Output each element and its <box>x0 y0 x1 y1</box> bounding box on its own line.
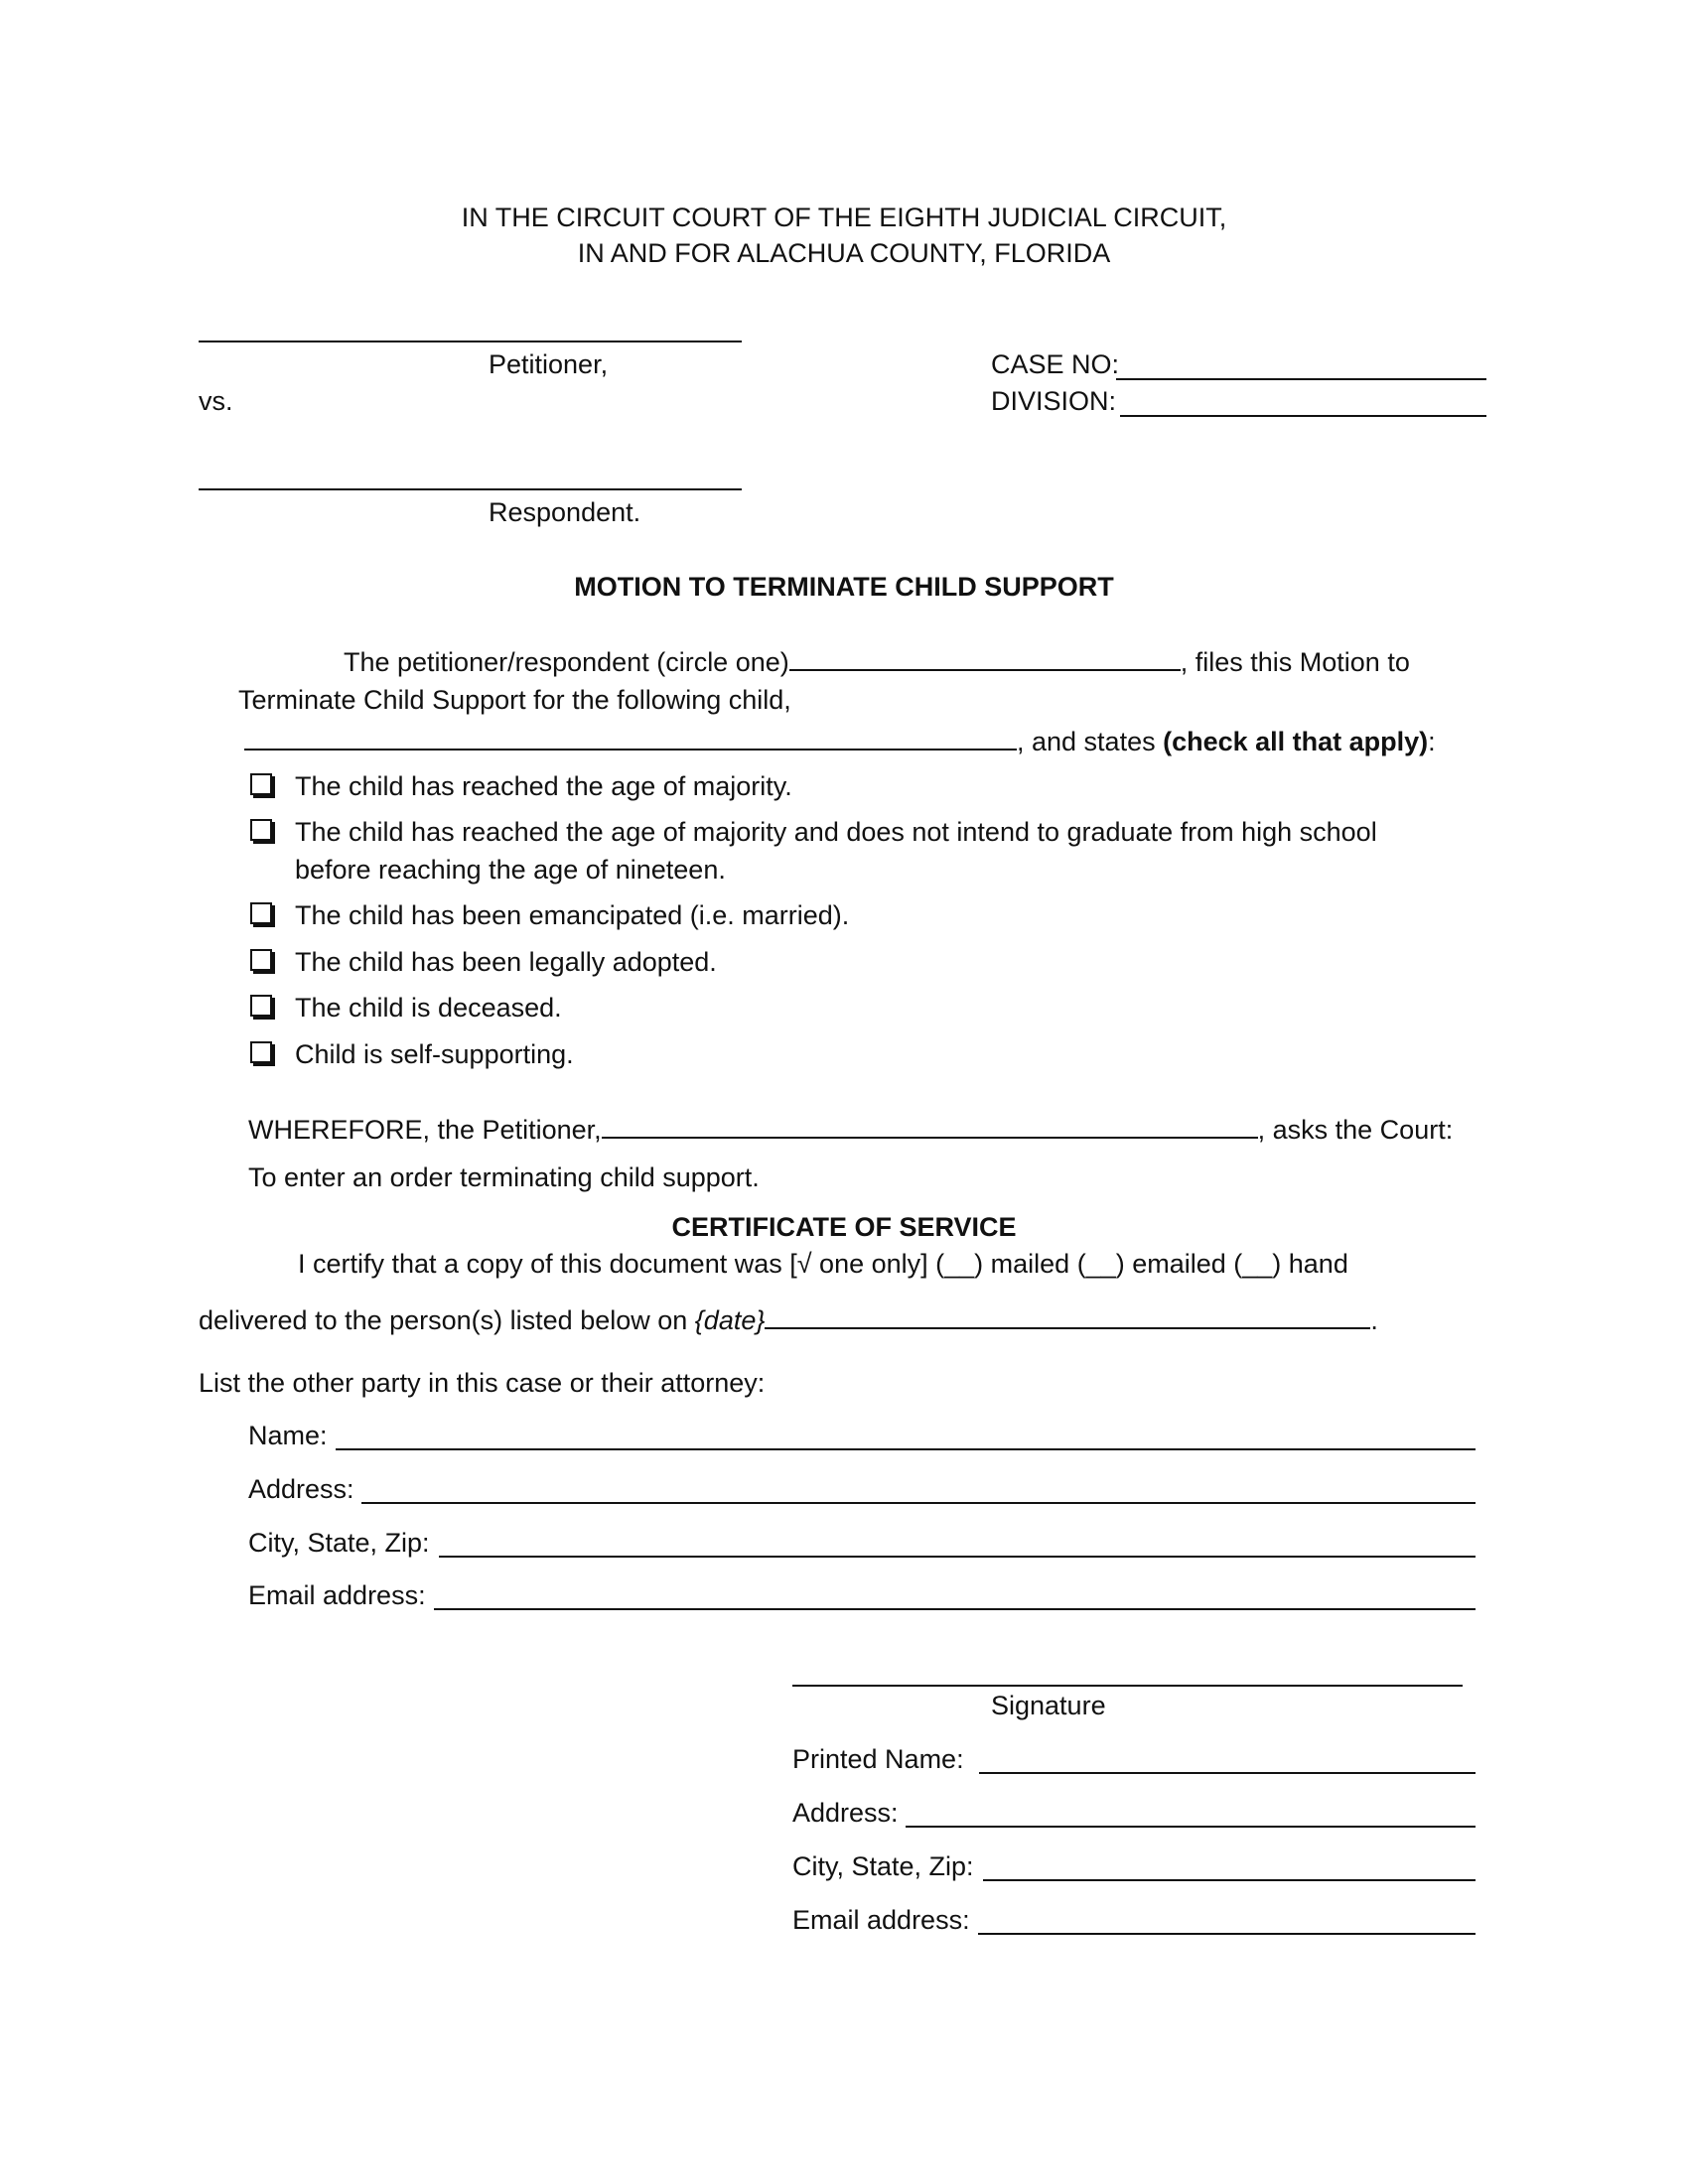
other-party-email-line[interactable] <box>434 1608 1476 1610</box>
respondent-name-line[interactable] <box>199 488 742 490</box>
signer-address-line[interactable] <box>906 1826 1476 1828</box>
certificate-line-2 <box>199 1301 1378 1337</box>
other-party-address-label: Address: <box>248 1474 354 1504</box>
checkbox-majority[interactable] <box>250 773 272 795</box>
petitioner-label: Petitioner, <box>489 349 609 379</box>
certificate-period: . <box>1370 1305 1378 1335</box>
court-heading-line-2: IN AND FOR ALACHUA COUNTY, FLORIDA <box>577 238 1111 268</box>
list-other-party-intro: List the other party in this case or their attorney: <box>199 1368 766 1398</box>
printed-name-line[interactable] <box>979 1772 1476 1774</box>
checklist-item-adopted: The child has been legally adopted. <box>295 947 717 977</box>
other-party-name-line[interactable] <box>336 1448 1476 1450</box>
intro-line-2: Terminate Child Support for the following child, <box>238 685 791 715</box>
wherefore-text-1: WHEREFORE, the Petitioner, <box>248 1115 602 1145</box>
certificate-line-1: I certify that a copy of this document was [√ one only] (__) mailed (__) emailed (__) hand <box>298 1249 1348 1279</box>
intro-text-1: The petitioner/respondent (circle one) <box>344 647 789 677</box>
intro-line-3 <box>244 723 1436 758</box>
case-no-line[interactable] <box>1116 378 1486 380</box>
checkbox-adopted[interactable] <box>250 949 272 971</box>
signer-address-label: Address: <box>792 1798 899 1828</box>
other-party-address-line[interactable] <box>361 1502 1476 1504</box>
checklist-item-majority: The child has reached the age of majority. <box>295 771 792 801</box>
vs-label: vs. <box>199 386 233 416</box>
checkbox-self-supporting[interactable] <box>250 1041 272 1063</box>
checklist-item-deceased: The child is deceased. <box>295 993 562 1023</box>
court-heading-line-1: IN THE CIRCUIT COURT OF THE EIGHTH JUDICIAL CIRCUIT, <box>461 203 1227 232</box>
checklist-item-no-graduate-line-1: The child has reached the age of majority and does not intend to graduate from high school <box>295 817 1377 847</box>
intro-text-3: , and states <box>1017 727 1164 756</box>
case-no-label: CASE NO: <box>991 349 1120 379</box>
checklist-item-self-supporting: Child is self-supporting. <box>295 1039 574 1069</box>
wherefore-line <box>248 1111 1453 1147</box>
intro-colon: : <box>1428 727 1436 756</box>
other-party-city-label: City, State, Zip: <box>248 1528 430 1558</box>
signer-email-label: Email address: <box>792 1905 970 1935</box>
party-name-blank[interactable] <box>789 643 1181 671</box>
checkbox-majority-no-graduate[interactable] <box>250 819 272 841</box>
signature-line[interactable] <box>792 1685 1463 1687</box>
certificate-text: delivered to the person(s) listed below on <box>199 1305 695 1335</box>
date-placeholder: {date} <box>694 1305 766 1335</box>
signer-city-line[interactable] <box>983 1879 1476 1881</box>
intro-text-2: , files this Motion to <box>1180 647 1410 677</box>
other-party-city-line[interactable] <box>439 1556 1476 1558</box>
service-date-blank[interactable] <box>765 1301 1370 1329</box>
motion-title: MOTION TO TERMINATE CHILD SUPPORT <box>574 572 1114 602</box>
checklist-item-no-graduate-line-2: before reaching the age of nineteen. <box>295 855 726 885</box>
child-name-blank[interactable] <box>244 723 1017 751</box>
checkbox-emancipated[interactable] <box>250 902 272 924</box>
signer-city-label: City, State, Zip: <box>792 1851 974 1881</box>
petitioner-wherefore-blank[interactable] <box>602 1111 1258 1139</box>
petitioner-name-line[interactable] <box>199 341 742 342</box>
wherefore-text-2: , asks the Court: <box>1257 1115 1454 1145</box>
signer-email-line[interactable] <box>978 1933 1476 1935</box>
checklist-item-emancipated: The child has been emancipated (i.e. married). <box>295 900 850 930</box>
check-all-note: (check all that apply) <box>1163 727 1429 756</box>
other-party-email-label: Email address: <box>248 1580 426 1610</box>
respondent-label: Respondent. <box>489 497 641 527</box>
checkbox-deceased[interactable] <box>250 995 272 1017</box>
division-label: DIVISION: <box>991 386 1117 416</box>
certificate-heading: CERTIFICATE OF SERVICE <box>671 1212 1017 1242</box>
other-party-name-label: Name: <box>248 1421 328 1450</box>
printed-name-label: Printed Name: <box>792 1744 964 1774</box>
signature-label: Signature <box>991 1691 1106 1720</box>
intro-line-1 <box>344 643 1410 679</box>
wherefore-request: To enter an order terminating child support. <box>248 1162 760 1192</box>
division-line[interactable] <box>1120 415 1486 417</box>
